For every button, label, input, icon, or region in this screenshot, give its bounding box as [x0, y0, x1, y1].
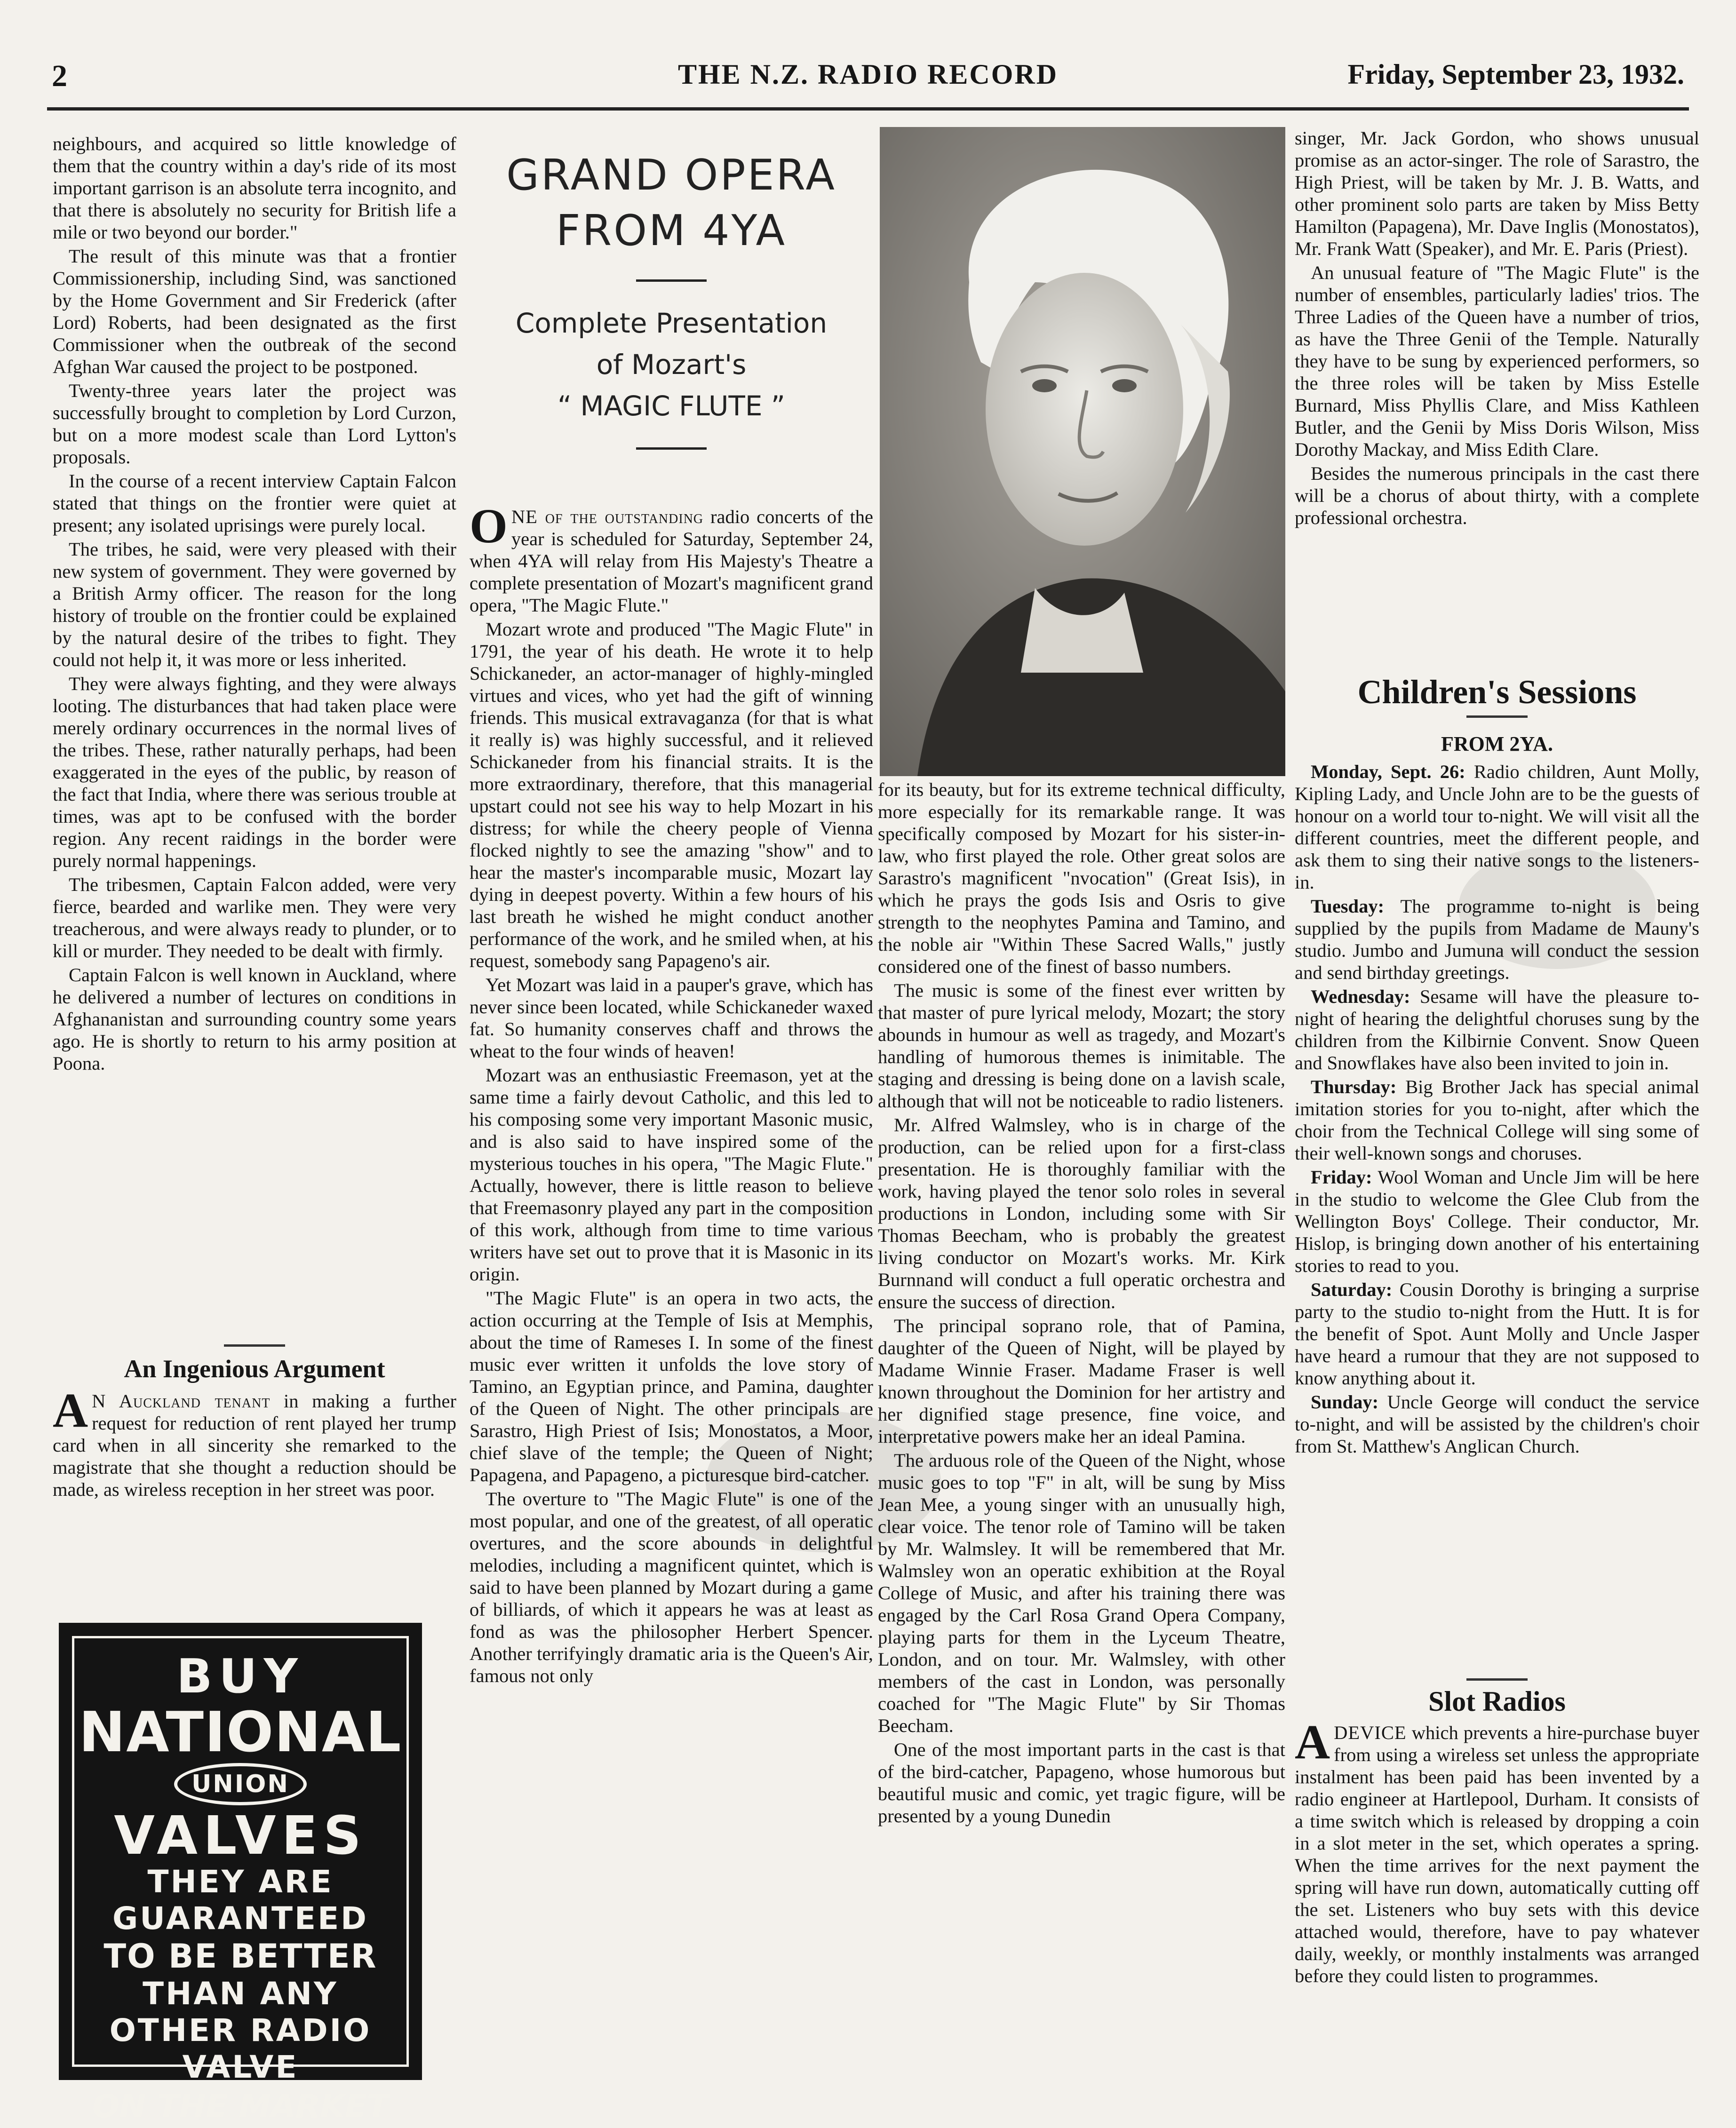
session-day: Saturday:	[1311, 1279, 1393, 1300]
paper-stain	[706, 1411, 941, 1552]
mozart-portrait	[880, 127, 1285, 776]
ad-line: THEY ARE GUARANTEED	[112, 1864, 368, 1937]
issue-date: Friday, September 23, 1932.	[1347, 59, 1684, 90]
opera-paragraph	[470, 506, 873, 616]
session-day: Sunday:	[1311, 1391, 1379, 1413]
opera-subtitle-line: Complete Presentation	[515, 307, 828, 339]
ingenious-body	[53, 1383, 456, 1501]
page-header	[47, 56, 1689, 111]
opera-article-col2	[470, 506, 873, 2096]
opera-subtitle	[470, 302, 873, 427]
frontier-paragraph: They were always fighting, and they were always looting. The disturbances that had taken place were merely ordinary occurrences in the normal lives of the tribes. These, rather naturally perhaps, had been exaggerated in the eyes of the public, by reason of the fact that India, where there was serious trouble at times, was apt to be confused with the border region. Any recent raidings in the border were purely normal happenings.	[53, 673, 456, 871]
frontier-article	[53, 133, 456, 1341]
mozart-portrait-drawing	[880, 127, 1285, 776]
opera-paragraph: Mozart wrote and produced "The Magic Flute" in 1791, the year of his death. He wrote it to help Schickaneder, an actor-manager of highly-mingled virtues and vices, who yet had the gift of winning friends. This musical extravaganza (for that is what it really is) was highly successful, and it relieved Schickaneder from his financial straits. It is the more extraordinary, therefore, that this managerial upstart could not see his way to help Mozart in his distress; for while the cheery people of Vienna flocked nightly to see the amazing "show" and to hear the master's incomparable music, Mozart lay dying in deepest poverty. Within a few hours of his last breath he wished he might conduct another performance of the work, and he smiled when, at his request, somebody sang Papageno's air.	[470, 619, 873, 971]
session-item	[1295, 1166, 1699, 1277]
ad-line: VALVES	[114, 1805, 367, 1866]
ad-line: TO BE BETTER	[104, 1937, 377, 1976]
session-day: Tuesday:	[1311, 896, 1385, 917]
opera-paragraph: One of the most important parts in the cast is that of the bird-catcher, Papageno, whose humorous but beautiful music and comic, yet tragic figure, will be presented by a young Dunedin	[878, 1739, 1285, 1826]
session-text: Big Brother Jack has special animal imitation stories for you to-night, after which the choir from the Technical College will sing some of their well-known songs and choruses.	[1295, 1076, 1699, 1164]
childrens-sessions-article	[1295, 668, 1699, 1670]
opera-paragraph: "The Magic Flute" is an opera in two acts, the action occurring at the Temple of Isis at Memphis, about the time of Rameses I. In some of the finest music ever written it unfolds the love story of Tamino, an Egyptian prince, and Pamina, daughter of the Queen of Night. The other principals are Sarastro, High Priest of Isis; Monostatos, a Moor, chief slave of the temple; the Queen of Night; Papagena, and Papageno, a picturesque bird-catcher.	[470, 1287, 873, 1485]
slot-radios-body	[1295, 1715, 1699, 1987]
session-day: Wednesday:	[1311, 986, 1410, 1007]
session-item	[1295, 1076, 1699, 1164]
session-item	[1295, 1278, 1699, 1389]
paper-stain	[1458, 847, 1656, 969]
divider	[1466, 1678, 1528, 1681]
opera-paragraph: The music is some of the finest ever written by that master of pure lyrical melody, Mozart; the story abounds in humour as well as tragedy, and Mozart's handling of humorous themes is inimitable. The staging and dressing is being done on a lavish scale, although that will not be noticeable to radio listeners.	[878, 980, 1285, 1112]
ad-border	[72, 1636, 409, 2125]
session-text: The programme to-night is being supplied by the pupils from Madame de Mauny's studio. Jumbo and Jumuna will conduct the session and send birthday greetings.	[1295, 896, 1699, 983]
frontier-paragraph: In the course of a recent interview Captain Falcon stated that things on the frontier were quiet at present; any isolated uprisings were purely local.	[53, 470, 456, 536]
dropcap: O	[470, 506, 508, 553]
body-text: which prevents a hire-purchase buyer from using a wireless set unless the appropriate instalment has been paid has been invented by a radio engineer at Hartlepool, Durham. It consists of a time switch which is released by dropping a coin in a slot meter in the set, which operates a spring. When the time arrives for the next payment the spring will have run down, automatically cutting off the set. Listeners who buy sets with this device attached would, therefore, have to pay whatever daily, weekly, or monthly instalments was arranged before they could listen to programmes.	[1295, 1722, 1699, 1986]
slot-radios-article	[1295, 1675, 1699, 2098]
opera-paragraph: Mr. Alfred Walmsley, who is in charge of the production, can be relied upon for a first-class presentation. He is thoroughly familiar with the work, having played the tenor solo roles in several productions in London, including some with Sir Thomas Beecham, who is probably the greatest living conductor on Mozart's works. Mr. Kirk Burnnand will conduct a full operatic orchestra and ensure the success of direction.	[878, 1114, 1285, 1312]
frontier-paragraph: The tribesmen, Captain Falcon added, were very fierce, bearded and warlike men. They were very treacherous, and were always ready to plunder, or to kill or murder. They needed to be dealt with firmly.	[53, 874, 456, 961]
childrens-sessions-title: Children's Sessions	[1357, 673, 1637, 711]
frontier-paragraph: Twenty-three years later the project was successfully brought to completion by Lord Curzon, but on a more modest scale than Lord Lytton's proposals.	[53, 380, 456, 468]
frontier-paragraph: The result of this minute was that a frontier Commissionership, including Sind, was sanctioned by the Home Government and Sir Frederick (after Lord) Roberts, had been designated as the first Commissioner when the outbreak of the second Afghan War caused the project to be postponed.	[53, 246, 456, 377]
ad-line: ON THE MARKET	[92, 2088, 389, 2125]
ad-line: NATIONAL	[79, 1699, 402, 1764]
opera-paragraph: for its beauty, but for its extreme technical difficulty, more especially for its remarkable range. It was specifically composed by Mozart for his sister-in-law, who first played the role. Other great solos are Sarastro's magnificent "nvocation" (Great Isis), in which he prays the gods Isis and Osris to give strength to the neophytes Pamina and Tamino, and the noble air "Within These Sacred Walls," justly considered one of the finest of basso numbers.	[878, 779, 1285, 977]
national-union-valves-ad	[59, 1623, 422, 2125]
session-text: Radio children, Aunt Molly, Kipling Lady, and Uncle John are to be the guests of honour on a world tour to-night. We will visit all the different countries, meet the different people, and ask them to sing their native songs to the listeners-in.	[1295, 761, 1699, 893]
body-text: radio concerts of the year is scheduled for Saturday, September 24, when 4YA will relay from His Majesty's Theatre a complete presentation of Mozart's magnificent grand opera, "The Magic Flute."	[470, 506, 873, 616]
opera-title-line: GRAND OPERA	[506, 151, 836, 200]
opera-title-line: FROM 4YA	[556, 206, 787, 255]
opera-paragraph: The arduous role of the Queen of the Night, whose music goes to top "F" in alt, will be sung by Miss Jean Mee, a young singer with an unusually high, clear voice. The tenor role of Tamino will be taken by Mr. Walmsley. It will be remembered that Mr. Walmsley won an operatic exhibition at the Royal College of Music, and after his training there was engaged by the Carl Rosa Grand Opera Company, playing parts for them in the Lyceum Theatre, London, and on tour. Mr. Walmsley, with other members of the cast in London, was personally coached for "The Magic Flute" by Sir Thomas Beecham.	[878, 1450, 1285, 1736]
lead-words: N Auckland tenant	[92, 1390, 271, 1412]
lead-words: DEVICE	[1334, 1722, 1407, 1743]
divider	[1466, 715, 1528, 718]
opera-paragraph: An unusual feature of "The Magic Flute" is the number of ensembles, particularly ladies' trios. The Three Ladies of the Queen have a number of trios, as have the Three Genii of the Temple. Naturally they have to be sung by experienced performers, so the three roles will be taken by Miss Estelle Burnard, Miss Phyllis Clare, and Miss Kathleen Butler, and the Genii by Miss Doris Wilson, Miss Dorothy Mackay, and Miss Edith Clare.	[1295, 262, 1699, 460]
body-text: in making a further request for reduction of rent played her trump card when in all sincerity she remarked to the magistrate that she thought a reduction should be made, as wireless reception in her street was poor.	[53, 1390, 456, 1500]
session-item	[1295, 985, 1699, 1074]
page-number: 2	[52, 59, 67, 93]
childrens-sessions-subhead: FROM 2YA.	[1441, 732, 1553, 755]
session-text: Uncle George will conduct the service to-night, and will be assisted by the children's choir from St. Matthew's Anglican Church.	[1295, 1391, 1699, 1457]
ad-line: THAN ANY OTHER RADIO VALVE	[109, 1976, 372, 2085]
session-day: Monday, Sept. 26:	[1311, 761, 1465, 782]
ad-line: BUY	[176, 1649, 304, 1704]
ingenious-argument-article	[53, 1341, 456, 1604]
session-text: Wool Woman and Uncle Jim will be here in the studio to welcome the Glee Club from the Wellington Boys' College. Their conductor, Mr. Hislop, is bringing down another of his entertaining stories to read to you.	[1295, 1167, 1699, 1276]
frontier-paragraph: neighbours, and acquired so little knowledge of them that the country within a day's ride of its most important garrison is an absolute terra incognito, and that there is absolutely no security for British life a mile or two beyond our border."	[53, 133, 456, 243]
opera-subtitle-line: of Mozart's	[596, 349, 747, 381]
opera-headline	[470, 127, 873, 499]
opera-paragraph: The overture to "The Magic Flute" is one of the most popular, and one of the greatest, of all operatic overtures, and the score abounds in delightful melodies, including a magnificent quintet, which is said to have been planned by Mozart during a game of billiards, of which it appears he was at least as fond as was the philosopher Herbert Spencer. Another terrifyingly dramatic aria is the Queen's Air, famous not only	[470, 1488, 873, 1686]
divider	[224, 1344, 285, 1347]
session-text: Cousin Dorothy is bringing a surprise party to the studio to-night from the Hutt. It is for the benefit of Spot. Aunt Molly and Uncle Jasper have heard a rumour that they are not supposed to know anything about it.	[1295, 1279, 1699, 1389]
masthead: THE N.Z. RADIO RECORD	[677, 59, 1059, 90]
union-logo: UNION	[174, 1763, 307, 1805]
opera-subtitle-line: “ MAGIC FLUTE ”	[557, 390, 785, 422]
opera-paragraph: Mozart was an enthusiastic Freemason, yet at the same time a fairly devout Catholic, and this led to his composing some very important Masonic music, and is also said to have inspired some of the mysterious touches in his opera, "The Magic Flute." Actually, however, there is little reason to believe that Freemasonry played any part in the composition of this work, although from time to time various writers have set out to prove that it is Masonic in its origin.	[470, 1064, 873, 1285]
opera-title	[470, 148, 873, 259]
session-item	[1295, 1391, 1699, 1457]
lead-words: NE of the outstanding	[511, 506, 704, 527]
opera-paragraph: singer, Mr. Jack Gordon, who shows unusual promise as an actor-singer. The role of Sarastro, the High Priest, will be taken by Mr. J. B. Watts, and other prominent solo parts are taken by Miss Betty Hamilton (Papagena), Mr. Dave Inglis (Monostatos), Mr. Frank Watt (Speaker), and Mr. E. Paris (Priest).	[1295, 127, 1699, 259]
session-day: Friday:	[1311, 1167, 1372, 1188]
opera-paragraph: The principal soprano role, that of Pamina, daughter of the Queen of Night, will be played by Madame Winnie Fraser. Madame Fraser is well known throughout the Dominion for her artistry and her dignified stage presence, fine voice, and interpretative powers make her an ideal Pamina.	[878, 1315, 1285, 1447]
opera-paragraph: Besides the numerous principals in the cast there will be a chorus of about thirty, with a complete professional orchestra.	[1295, 463, 1699, 528]
slot-radios-title: Slot Radios	[1428, 1686, 1566, 1717]
frontier-paragraph: The tribes, he said, were very pleased with their new system of government. They were governed by a British Army officer. The reason for the long history of trouble on the frontier could be explained by the natural desire of the tribes to fight. They could not help it, it was more or less inherited.	[53, 539, 456, 670]
divider	[636, 447, 707, 450]
frontier-paragraph: Captain Falcon is well known in Auckland, where he delivered a number of lectures on conditions in Afghananistan and surrounding country some years ago. He is shortly to return to his army position at Poona.	[53, 964, 456, 1074]
divider	[636, 279, 707, 282]
opera-paragraph: Yet Mozart was laid in a pauper's grave, which has never since been located, while Schickaneder waxed fat. So humanity conserves chaff and throws the wheat to the four winds of heaven!	[470, 974, 873, 1062]
session-text: Sesame will have the pleasure to-night of hearing the delightful choruses sung by the children from the Kilbirnie Convent. Snow Queen and Snowflakes have also been invited to join in.	[1295, 986, 1699, 1073]
session-day: Thursday:	[1311, 1076, 1397, 1097]
opera-article-col3	[878, 778, 1285, 2096]
dropcap: A	[53, 1383, 88, 1437]
dropcap: A	[1295, 1715, 1330, 1769]
ingenious-title: An Ingenious Argument	[124, 1355, 385, 1383]
opera-article-col4	[1295, 127, 1699, 649]
